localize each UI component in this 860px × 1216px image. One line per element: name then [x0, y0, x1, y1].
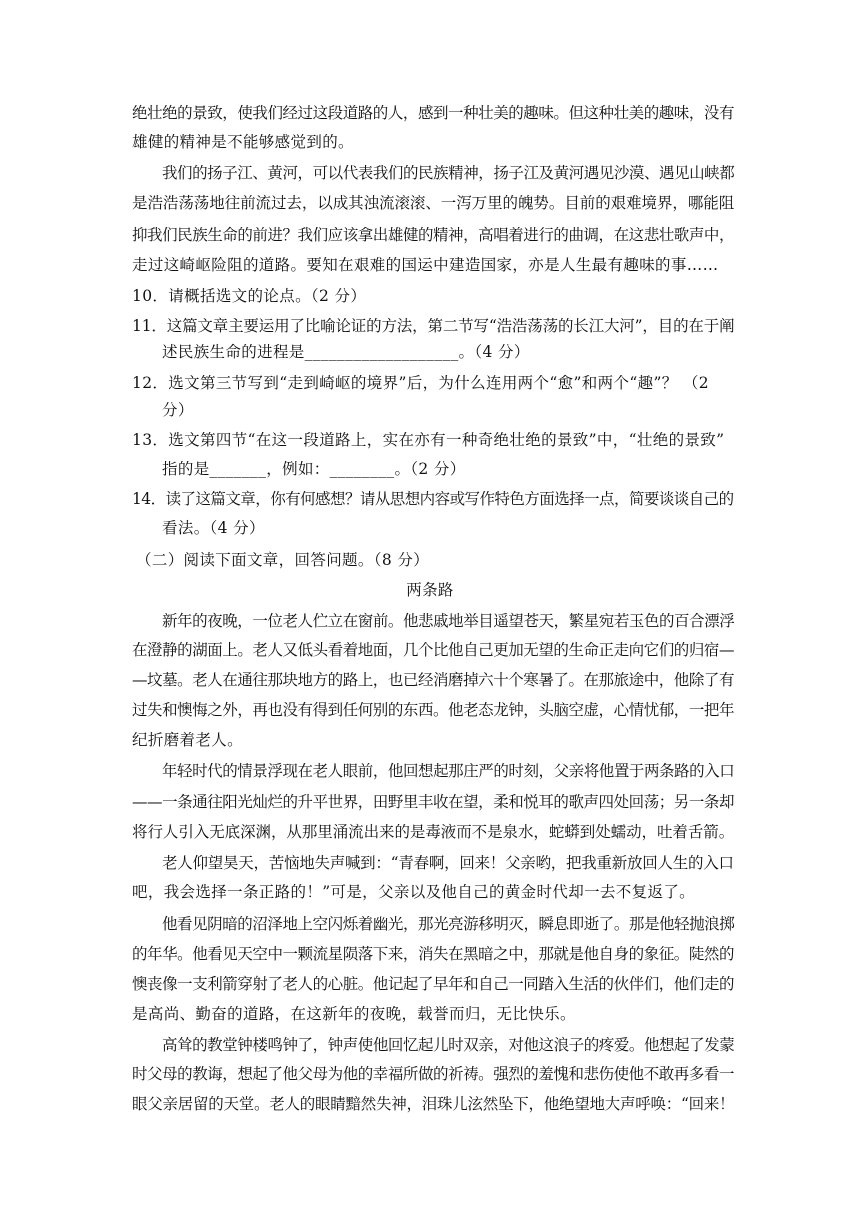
- question-11-continued: 述民族生命的进程是___________________。（4 分）: [162, 343, 530, 361]
- text-line: 他看见阴暗的沼泽地上空闪烁着幽光，那光亮游移明灭，瞬息即逝了。那是他轻抛浪掷: [162, 915, 735, 933]
- text-line: —坟墓。老人在通往那块地方的路上，也已经消磨掉六十个寒暑了。在那旅途中，他除了有: [132, 671, 735, 689]
- text-line: 雄健的精神是不能够感觉到的。: [132, 133, 354, 151]
- text-line: 将行人引入无底深渊，从那里涌流出来的是毒液而不是泉水，蛇蟒到处蠕动，吐着舌箭。: [132, 823, 735, 841]
- question-10: 10．请概括选文的论点。（2 分）: [132, 287, 367, 305]
- text-line: 是浩浩荡荡地往前流过去，以成其浊流滚滚、一泻万里的魄势。目前的艰难境界，哪能阻: [132, 194, 735, 212]
- text-line: 抑我们民族生命的前进？我们应该拿出雄健的精神，高唱着进行的曲调，在这悲壮歌声中，: [132, 226, 735, 244]
- section-heading: （二）阅读下面文章，回答问题。（8 分）: [136, 551, 430, 569]
- question-12: 12．选文第三节写到“走到崎岖的境界”后，为什么连用两个“愈”和两个“趣”？ （2: [132, 374, 709, 392]
- text-line: 老人仰望昊天，苦恼地失声喊到：“青春啊，回来！父亲哟，把我重新放回人生的入口: [162, 854, 734, 872]
- text-line: 懊丧像一支利箭穿射了老人的心脏。他记起了早年和自己一同踏入生活的伙伴们，他们走的: [132, 975, 735, 993]
- text-line: 吧，我会选择一条正路的！”可是，父亲以及他自己的黄金时代却一去不复返了。: [132, 883, 696, 901]
- question-14: 14．读了这篇文章，你有何感想？请从思想内容或写作特色方面选择一点，简要谈谈自己的: [132, 490, 734, 508]
- text-line: 时父母的教诲，想起了他父母为他的幸福所做的祈祷。强烈的羞愧和悲伤使他不敢再多看一: [132, 1065, 735, 1083]
- question-14-continued: 看法。（4 分）: [162, 519, 265, 537]
- text-line: 在澄静的湖面上。老人又低头看着地面，几个比他自己更加无望的生命正走向它们的归宿—: [132, 641, 735, 659]
- text-line: 走过这崎岖险阻的道路。要知在艰难的国运中建造国家，亦是人生最有趣味的事……: [132, 256, 719, 274]
- question-13: 13．选文第四节“在这一段道路上，实在亦有一种奇绝壮绝的景致”中，“壮绝的景致”: [132, 431, 725, 449]
- text-line: 过失和懊悔之外，再也没有得到任何别的东西。他老态龙钟，头脑空虚，心情忧郁，一把年: [132, 701, 735, 719]
- text-line: 高耸的教堂钟楼鸣钟了，钟声使他回忆起儿时双亲，对他这浪子的疼爱。他想起了发蒙: [162, 1036, 735, 1054]
- text-line: 年轻时代的情景浮现在老人眼前，他回想起那庄严的时刻，父亲将他置于两条路的入口: [162, 762, 735, 780]
- question-12-continued: 分）: [162, 401, 194, 419]
- text-line: 绝壮绝的景致，使我们经过这段道路的人，感到一种壮美的趣味。但这种壮美的趣味，没有: [132, 104, 735, 122]
- text-line: 新年的夜晚，一位老人伫立在窗前。他悲戚地举目遥望苍天，繁星宛若玉色的百合漂浮: [162, 612, 735, 630]
- text-line: ——一条通往阳光灿烂的升平世界，田野里丰收在望，柔和悦耳的歌声四处回荡；另一条却: [132, 793, 735, 811]
- text-line: 眼父亲居留的天堂。老人的眼睛黯然失神，泪珠儿泫然坠下，他绝望地大声呼唤：“回来！: [132, 1095, 735, 1113]
- text-line: 的年华。他看见天空中一颗流星陨落下来，消失在黑暗之中，那就是他自身的象征。陡然的: [132, 945, 735, 963]
- question-11: 11．这篇文章主要运用了比喻论证的方法，第二节写“浩浩荡荡的长江大河”，目的在于阐: [132, 317, 735, 335]
- text-line: 我们的扬子江、黄河，可以代表我们的民族精神，扬子江及黄河遇见沙漠、遇见山峡都: [162, 164, 735, 182]
- text-line: 是高尚、勤奋的道路，在这新年的夜晚，载誉而归，无比快乐。: [132, 1005, 576, 1023]
- article-title: 两条路: [406, 581, 454, 599]
- text-line: 纪折磨着老人。: [132, 731, 243, 749]
- question-13-continued: 指的是_______，例如：________。（2 分）: [162, 460, 466, 478]
